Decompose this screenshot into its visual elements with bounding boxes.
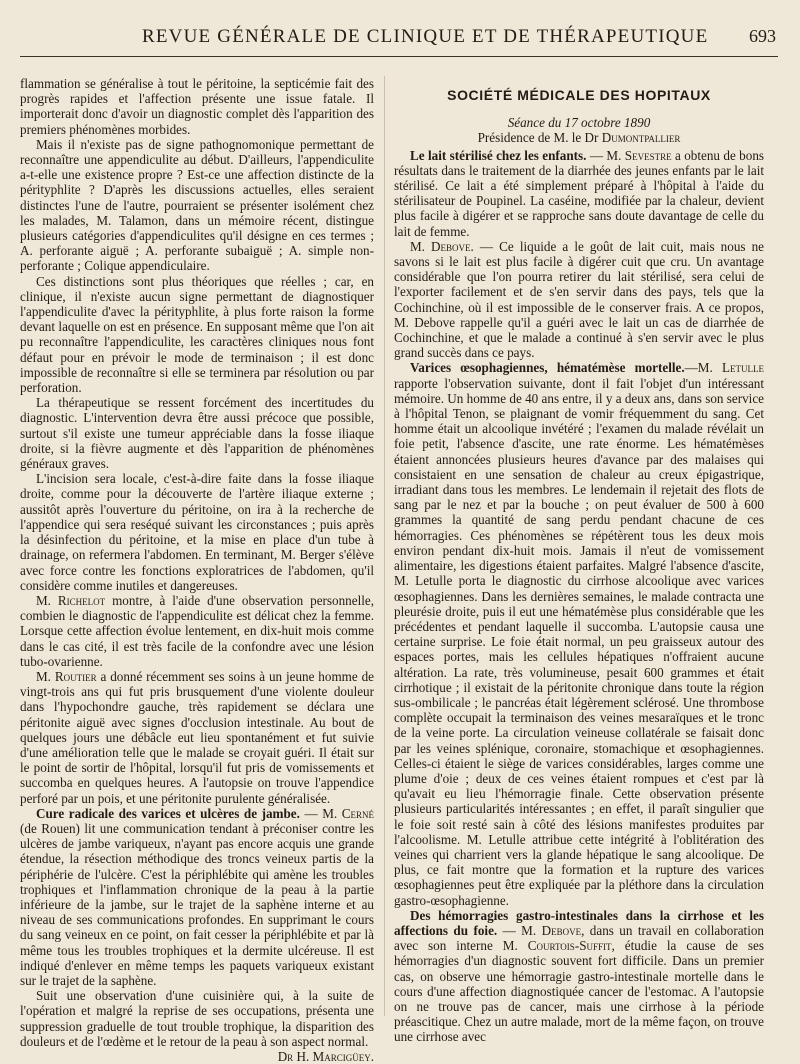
speaker-name: Courtois-Suffit [527, 938, 612, 954]
paragraph-text: rapporte l'observation suivante, dont il fait l'objet d'un intéressant mémoire. Un homme de 40 ans entre, il y a deux ans, dans son service à l'hôpital Tenon, se plaignant de vomir fréquemment du sang. Cet homme était un alcoolique invétéré ; l'examen du malade révélait un foie petit, l'absence d'ascite, une rate énorme. Les hématémèses étaient annoncées plusieurs heures d'avance par des malaises qui consistaient en une sensation de chaleur au creux épigastrique, irradiant dans tous les membres. Le lendemain il rejetait des flots de sang par le nez et par la bouche ; on peut évaluer de 500 à 600 grammes la quantité de sang perdu pendant chacune de ces hémorragies. Ces phénomènes se répétèrent tous les deux mois environ pendant dix-huit mois. Jamais il n'eut de vomissement alimentaire, les digestions étaient parfaites. Malgré l'absence d'ascite, M. Letulle porta le diagnostic du cirrhose alcoolique avec varices œsophagiennes. Dans les dernières semaines, le malade contracta une pleurésie droite, puis il eut une hématémèse plus considérable que les précédentes et pendant laquelle il succomba. L'autopsie causa une certaine surprise. Le foie était normal, un peu graisseux autour des espaces portes, mais les cellules hépatiques n'offraient aucune altération. La rate, très volumineuse, pesait 600 grammes et était cirrhotique ; il existait de la péritonite chronique dans toute la région sus-ombilicale ; le pancréas était légèrement sclérosé. Une thrombose complète occupait la terminaison des veines mesaraïques et le tronc de la veine porte. La circulation veineuse collatérale se faisait donc par les veines splénique, coronaire, stomachique et œsophagiennes. Celles-ci étaient le siège de varices considérables, larges comme une plume d'oie ; deux de ces veines étaient rompues et c'est par là qu'avait eu lieu l'hémorragie finale. Cette observation présente plusieurs particularités intéressantes ; en effet, il paraît singulier que le foie soit resté sain à côté des lésions manifestes produites par l'alcoolisme. M. Letulle attribue cette intégrité à l'oblitération des veines qui charrient vers la glande hépatique le sang alcoolique. De plus, ce fait montre que la formation et la rupture des varices œsophagiennes peut être expliquée par la pléthore dans la circulation gastro-œsophagienne. [394, 375, 764, 908]
paragraph [394, 148, 764, 239]
paragraph-text: (de Rouen) lit une communication tendant à préconiser contre les ulcères de jambe variqueux, n'ayant pas encore acquis une grande étendue, la résection méthodique des troncs veineux partis de la périphérie de l'ulcère. C'est la périphlébite qui amène les troubles trophiques et l'inflammation chronique de la peau à la partie inférieure de la jambe, sur le trajet de la saphène interne et au niveau de ses communications profondes. En supprimant le cours du sang veineux en ce point, on fait cesser la périphlébite et par là même tous les troubles trophiques et la dermite ulcéreuse. Il est indiqué d'enlever en même temps les paquets variqueux existant sur le trajet de la saphène. [20, 820, 374, 988]
paragraph-text: , dans un travail en collaboration avec son interne M. [394, 922, 764, 954]
right-column [394, 76, 764, 1045]
paragraph [20, 669, 374, 806]
topic-heading: Le lait stérilisé chez les enfants. [410, 147, 587, 163]
paragraph: Ces distinctions sont plus théoriques que réelles ; car, en clinique, il n'existe aucun signe permettant de diagnostiquer l'appendiculite d'avec la pérityphlite, à plus forte raison la forme devant laquelle on est en présence. En supposant même que l'on ait pu reconnaître l'appendiculite, les caractères cliniques nous font défaut pour en prévoir le mode de terminaison ; il est donc impossible de reconnaître si elle se terminera par résolution ou par perforation. [20, 273, 374, 396]
paragraph: Suit une observation d'une cuisinière qui, à la suite de l'opération et malgré la reprise de ses occupations, présenta une suppression graduelle de tout trouble trophique, la disparition des douleurs et de l'œdème et le retour de la peau à son aspect normal. [20, 988, 374, 1049]
dash: — M. [497, 922, 542, 938]
running-head [24, 26, 776, 52]
paragraph: L'incision sera locale, c'est-à-dire faite dans la fosse iliaque droite, comme pour la découverte de l'artère iliaque externe ; aussitôt après l'ouverture du péritoine, on ira à la recherche de l'appendice qui sera reséqué suivant les circonstances ; puis après la désinfection du péritoine, et la mise en place d'un tube à drainage, on refermera l'abdomen. En terminant, M. Berger s'élève avec force contre les fonctions exploratrices de l'abdomen, qu'il considère comme inutiles et dangereuses. [20, 471, 374, 593]
speaker-name: M. Debove. [410, 238, 474, 254]
paragraph: Mais il n'existe pas de signe pathognomonique permettant de reconnaître une appendiculite au début. D'ailleurs, l'appendiculite a-t-elle une existence propre ? Est-ce une affection distincte de la pérityphlite ? D'après les discussions actuelles, elles seraient distinctes l'une de l'autre, pourraient se présenter isolément chez les malades, M. Talamon, dans un mémoire récent, distingue plusieurs catégories d'appendiculites qu'il désigne en ces termes ; A. perforante aiguë ; A. perforante subaiguë ; A. simple non-perforante ; Colique appendiculaire. [20, 136, 374, 274]
president-name: Dumontpallier [601, 130, 681, 146]
header-rule [20, 56, 778, 57]
paragraph-text: — Ce liquide a le goût de lait cuit, mais nous ne savons si le lait est plus facile à digérer cuit que cru. Un avantage considérable que l'on pourra retirer du lait stérilisé, sera celui de l'exporter facilement et de s'en servir dans des pays, tels que la Cochinchine, où il est impossible de le conserver frais. A ce propos, M. Debove rappelle qu'il a guéri avec le lait un cas de diarrhée de Cochinchine, et que le malade a continué à s'en servir avec le plus grand succès dans ce pays. [394, 238, 764, 361]
paragraph [394, 360, 764, 907]
left-column [20, 76, 374, 1064]
paragraph-text: , étudie la cause de ses hémorragies d'un diagnostic souvent fort difficile. Dans un premier cas, on observe une hémorragie gastro-intestinale mortelle dans le cours d'une affection diagnostiquée cancer de l'estomac. A l'autopsie on ne trouve pas de cancer, mais une cirrhose à la période préascitique. Chez un autre malade, mort de la même façon, on trouve une cirrhose avec [394, 938, 764, 1045]
speaker-name: Letulle [721, 360, 764, 376]
paragraph [20, 806, 374, 988]
dash: —M. [684, 360, 722, 376]
speaker-name: M. Richelot [36, 592, 106, 608]
speaker-name: Debove [541, 922, 582, 938]
dash: — M. [299, 805, 342, 821]
topic-heading: Des hémorragies gastro-intestinales dans la cirrhose et les affections du foie. [394, 907, 764, 938]
page-number: 693 [749, 26, 776, 46]
presidency-prefix: Présidence de M. le Dr [477, 130, 602, 146]
paragraph [20, 593, 374, 669]
column-divider [384, 76, 385, 1016]
dash: — M. [586, 147, 625, 163]
speaker-name: Cerné [341, 805, 374, 821]
paragraph [394, 239, 764, 361]
paragraph-text: a obtenu de bons résultats dans le traitement de la diarrhée des jeunes enfants par le lait stérilisé. Ce lait a été simplement préparé à l'hôpital à l'aide du stérilisateur de Poupinel. La caséine, modifiée par la chaleur, devient plus facile à digérer et se rapproche sans doute davantage de celle du lait de femme. [394, 147, 765, 239]
presidency [394, 130, 764, 145]
paragraph-text: montre, à l'aide d'une observation personnelle, combien le diagnostic de l'appendiculite est délicat chez la femme. Lorsque cette affection évolue lentement, en dix-huit mois comme dans le cas cité, il est très facile de la confondre avec une lésion tubo-ovarienne. [20, 592, 375, 669]
speaker-name: M. Routier [36, 668, 97, 684]
journal-title: REVUE GÉNÉRALE DE CLINIQUE ET DE THÉRAPEUTIQUE [142, 26, 709, 47]
paragraph: La thérapeutique se ressent forcément des incertitudes du diagnostic. L'intervention devra être aussi précoce que possible, surtout s'il existe une tumeur appréciable dans la fosse iliaque droite, si la fièvre augmente et dès l'apparition de phénomènes généraux graves. [20, 395, 374, 472]
signature: Dr H. Marcigüey. [277, 1049, 374, 1064]
topic-heading: Varices œsophagiennes, hématémèse mortelle. [410, 360, 685, 376]
paragraph-text: a donné récemment ses soins à un jeune homme de vingt-trois ans qui fut pris brusquement d'une violente douleur dans l'hypochondre gauche, très rapidement se déclara une péritonite aiguë avec signes d'occlusion intestinale. Au bout de quelques jours une débâcle eut lieu spontanément et fut suivie d'une amélioration telle que le malade se croyait guéri. Il était sur le point de sortir de l'hôpital, lorsqu'il fut pris de vomissements et succomba en quelques heures. A l'autopsie on trouve l'appendice perforé par un pois, et une péritonite purulente généralisée. [20, 668, 374, 806]
topic-heading: Cure radicale des varices et ulcères de jambe. [36, 805, 300, 821]
paragraph: flammation se généralise à tout le péritoine, la septicémie fait des progrès rapides et l'affection présente une issue fatale. Il importerait donc d'avoir un diagnostic complet dès l'apparition des premiers phénomènes morbides. [20, 76, 374, 137]
section-title: SOCIÉTÉ MÉDICALE DES HOPITAUX [447, 87, 711, 103]
speaker-name: Sevestre [624, 147, 672, 163]
session-date: Séance du 17 octobre 1890 [507, 115, 651, 131]
paragraph [394, 908, 764, 1045]
